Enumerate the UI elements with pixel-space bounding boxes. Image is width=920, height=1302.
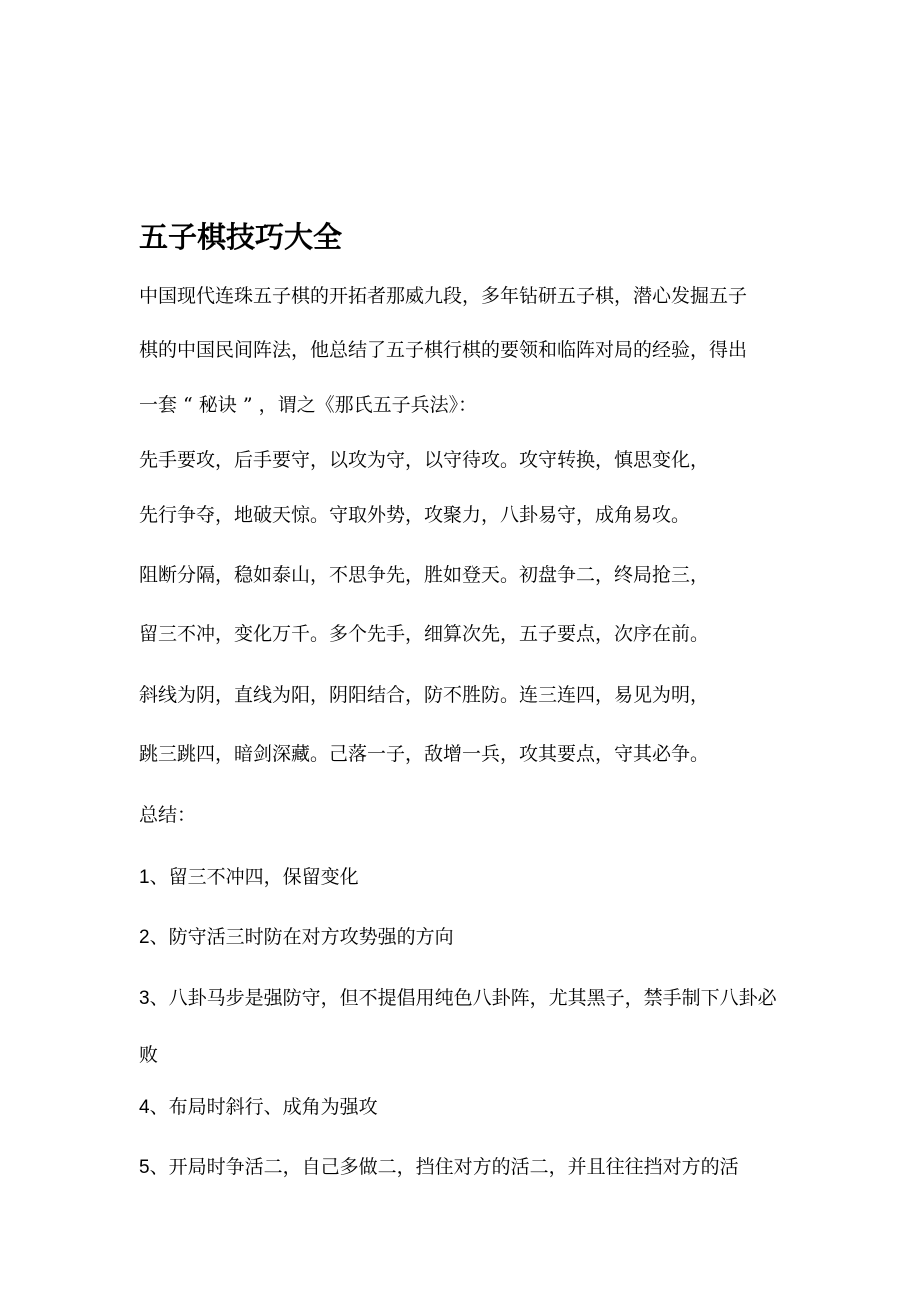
summary-item-number: 2 bbox=[139, 927, 150, 948]
summary-item-3 bbox=[139, 970, 789, 1083]
summary-item-number: 3 bbox=[139, 988, 150, 1009]
summary-item-text: 、布局时斜行、成角为强攻 bbox=[149, 1096, 378, 1118]
summary-item-number: 5 bbox=[139, 1157, 150, 1178]
verse-line-6: 跳三跳四，暗剑深藏。己落一子，敌增一兵，攻其要点，守其必争。 bbox=[139, 743, 710, 765]
verse-line-4: 留三不冲，变化万千。多个先手，细算次先，五子要点，次序在前。 bbox=[139, 623, 710, 645]
summary-item-number: 4 bbox=[139, 1097, 150, 1118]
verse-line-2: 先行争夺，地破天惊。守取外势，攻聚力，八卦易守，成角易攻。 bbox=[139, 504, 691, 526]
summary-item-4 bbox=[139, 1098, 378, 1117]
intro-line-3: 一套 “ 秘诀 ” ，谓之《那氏五子兵法》： bbox=[139, 394, 478, 416]
document-title: 五子棋技巧大全 bbox=[139, 220, 343, 254]
summary-item-2 bbox=[139, 928, 454, 947]
verse-line-3: 阻断分隔，稳如泰山，不思争先，胜如登天。初盘争二，终局抢三， bbox=[139, 564, 710, 586]
intro-line-2: 棋的中国民间阵法，他总结了五子棋行棋的要领和临阵对局的经验，得出 bbox=[139, 339, 748, 361]
verse-line-1: 先手要攻，后手要守，以攻为守，以守待攻。攻守转换，慎思变化， bbox=[139, 449, 710, 471]
summary-item-text: 、开局时争活二，自己多做二，挡住对方的活二，并且往往挡对方的活 bbox=[149, 1156, 739, 1178]
intro-line-1: 中国现代连珠五子棋的开拓者那威九段，多年钻研五子棋，潜心发掘五子 bbox=[139, 285, 748, 307]
summary-item-number: 1 bbox=[139, 867, 150, 888]
verse-line-5: 斜线为阴，直线为阳，阴阳结合，防不胜防。连三连四，易见为明， bbox=[139, 684, 710, 706]
summary-label: 总结： bbox=[139, 804, 197, 826]
summary-item-text: 、留三不冲四，保留变化 bbox=[149, 866, 359, 888]
summary-item-1 bbox=[139, 868, 359, 887]
summary-item-text: 、八卦马步是强防守，但不提倡用纯色八卦阵，尤其黑子，禁手制下八卦必败 bbox=[139, 987, 777, 1066]
summary-item-text: 、防守活三时防在对方攻势强的方向 bbox=[149, 926, 454, 948]
summary-item-5 bbox=[139, 1158, 739, 1177]
